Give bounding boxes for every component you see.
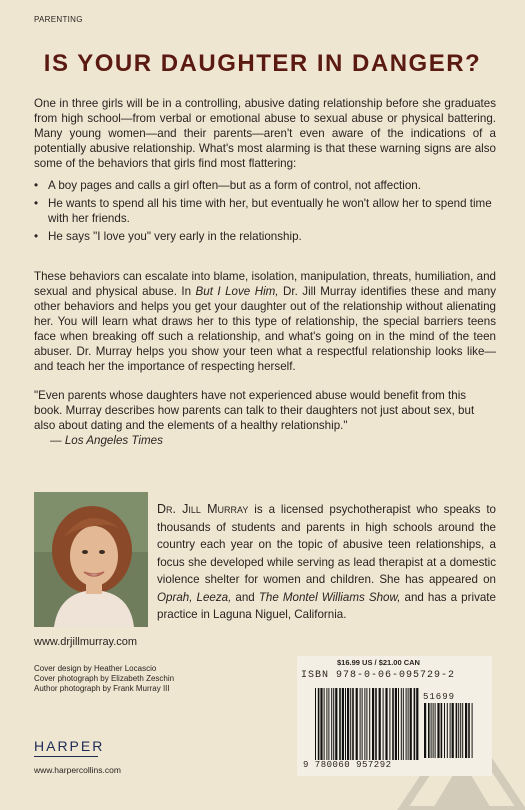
book-title: But I Love Him,	[195, 285, 279, 298]
barcode-bar	[428, 703, 430, 758]
barcode-bar	[328, 688, 329, 760]
list-item: • He wants to spend all his time with her, but eventually he won't allow her to spend time with her friends.	[34, 197, 492, 225]
barcode-bar	[416, 688, 418, 760]
addon-barcode	[424, 703, 474, 758]
barcode-bar	[441, 703, 443, 758]
isbn-label: ISBN 978-0-06-095729-2	[301, 670, 456, 681]
barcode-bar	[369, 688, 370, 760]
barcode-bar	[366, 688, 367, 760]
barcode-bar	[414, 688, 416, 760]
credit-line: Author photograph by Frank Murray III	[34, 684, 170, 693]
show-name: The Montel Williams Show,	[258, 590, 401, 604]
barcode-bar	[408, 688, 409, 760]
barcode-bar	[372, 688, 374, 760]
barcode-bar	[318, 688, 320, 760]
publisher-website[interactable]: www.harpercollins.com	[34, 765, 121, 775]
author-name: Dr. Jill Murray	[157, 502, 249, 516]
barcode-bar	[383, 688, 384, 760]
barcode-bar	[375, 688, 377, 760]
barcode-bar	[444, 703, 445, 758]
barcode-bar	[320, 688, 322, 760]
barcode-bar	[398, 688, 399, 760]
author-bio	[157, 501, 496, 624]
barcode-bar	[465, 703, 467, 758]
ean-number: 9 780060 957292	[303, 760, 392, 770]
barcode-bar	[458, 703, 459, 758]
barcode-bar	[435, 703, 436, 758]
list-item: • A boy pages and calls a girl often—but as a form of control, not affection.	[34, 179, 421, 192]
barcode-bar	[403, 688, 404, 760]
credit-line: Cover photograph by Elizabeth Zeschin	[34, 674, 175, 683]
list-item: • He says "I love you" very early in the relationship.	[34, 230, 302, 243]
barcode-bar	[360, 688, 361, 760]
description-text: Dr. Jill Murray identifies these and many other behaviors and helps you get your daughter out of the relationship without alienating her. You will learn what draws her to this type of relationship, the special barriers teens face when breaking off such a relationship, and what's going on in the mind of the teen abuser. Dr. Murray helps you show your teen what a respectful relationship looks like—and teach her the importance of respecting herself.	[34, 285, 496, 373]
author-portrait	[34, 492, 148, 627]
ean-barcode	[315, 688, 419, 760]
barcode-bar	[350, 688, 351, 760]
publisher-rule	[34, 756, 98, 757]
category-label: PARENTING	[34, 15, 83, 24]
list-item-text: A boy pages and calls a girl often—but as a form of control, not affection.	[48, 179, 421, 192]
barcode-bar	[462, 703, 463, 758]
barcode-bar	[452, 703, 454, 758]
author-website[interactable]: www.drjillmurray.com	[34, 636, 138, 648]
barcode-bar	[450, 703, 451, 758]
review-quote: "Even parents whose daughters have not experienced abuse would benefit from this book. Murray describes how parents can talk to their daughters not just about sex, but also about dating and the elements of a healthy relationship."	[34, 389, 475, 432]
author-photo	[34, 492, 148, 627]
barcode-bar	[456, 703, 458, 758]
barcode-bar	[410, 688, 412, 760]
barcode-bar	[362, 688, 363, 760]
credit-line: Cover design by Heather Locascio	[34, 664, 157, 673]
intro-paragraph: One in three girls will be in a controlling, abusive dating relationship before she graduates from high school—from verbal or emotional abuse to sexual abuse or physical battering. Many young women—and their parents—aren't even aware of the indications of a potentially abusive relationship. What's most alarming is that these warning signs are also some of the behaviors that girls find most flattering:	[34, 97, 496, 170]
barcode-bar	[389, 688, 390, 760]
barcode-bar	[424, 703, 426, 758]
description-paragraph	[34, 269, 496, 374]
warning-signs-list	[34, 178, 496, 247]
publisher-logo: HARPER	[34, 738, 105, 754]
barcode-bar	[347, 688, 349, 760]
barcode-bar	[379, 688, 381, 760]
barcode-bar	[345, 688, 346, 760]
addon-code: 51699	[423, 692, 456, 702]
barcode-bar	[447, 703, 448, 758]
barcode-bar	[392, 688, 394, 760]
barcode-bar	[315, 688, 316, 760]
list-item-text: He wants to spend all his time with her, but eventually he won't allow her to spend time with her friends.	[48, 197, 492, 225]
barcode-bar	[335, 688, 337, 760]
barcode-bar	[401, 688, 402, 760]
author-bio-text: is a licensed psychotherapist who speaks to thousands of students and parents in high schools around the country each year on the topic of abusive teen relationships, a focus she developed while serving as lead therapist at a domestic violence shelter for women and children. She has appeared on	[157, 503, 496, 586]
barcode-bar	[352, 688, 354, 760]
barcode-bar	[472, 703, 473, 758]
list-item-text: He says "I love you" very early in the relationship.	[48, 230, 302, 243]
price-label: $16.99 US / $21.00 CAN	[337, 658, 420, 667]
barcode-bar	[326, 688, 327, 760]
barcode-bar	[333, 688, 334, 760]
barcode-panel	[297, 656, 492, 776]
barcode-bar	[431, 703, 432, 758]
barcode-bar	[460, 703, 461, 758]
barcode-bar	[437, 703, 439, 758]
show-name: Oprah, Leeza,	[157, 590, 232, 604]
barcode-bar	[356, 688, 358, 760]
barcode-bar	[324, 688, 325, 760]
description-text: These behaviors can escalate into blame, isolation, manipulation, threats, humiliation, and sexual and physical abuse. In	[34, 270, 496, 298]
review-source: — Los Angeles Times	[50, 434, 163, 447]
headline: IS YOUR DAUGHTER IN DANGER?	[43, 50, 482, 77]
barcode-bar	[342, 688, 344, 760]
barcode-bar	[339, 688, 341, 760]
barcode-bar	[406, 688, 407, 760]
barcode-bar	[364, 688, 365, 760]
barcode-bar	[468, 703, 470, 758]
barcode-bar	[331, 688, 332, 760]
cover-credits	[34, 664, 174, 694]
barcode-bar	[385, 688, 387, 760]
barcode-bar	[395, 688, 397, 760]
author-bio-text: and has a private practice in Laguna Niguel, California.	[157, 590, 496, 621]
author-bio-text: and	[231, 590, 259, 604]
barcode-bar	[433, 703, 434, 758]
